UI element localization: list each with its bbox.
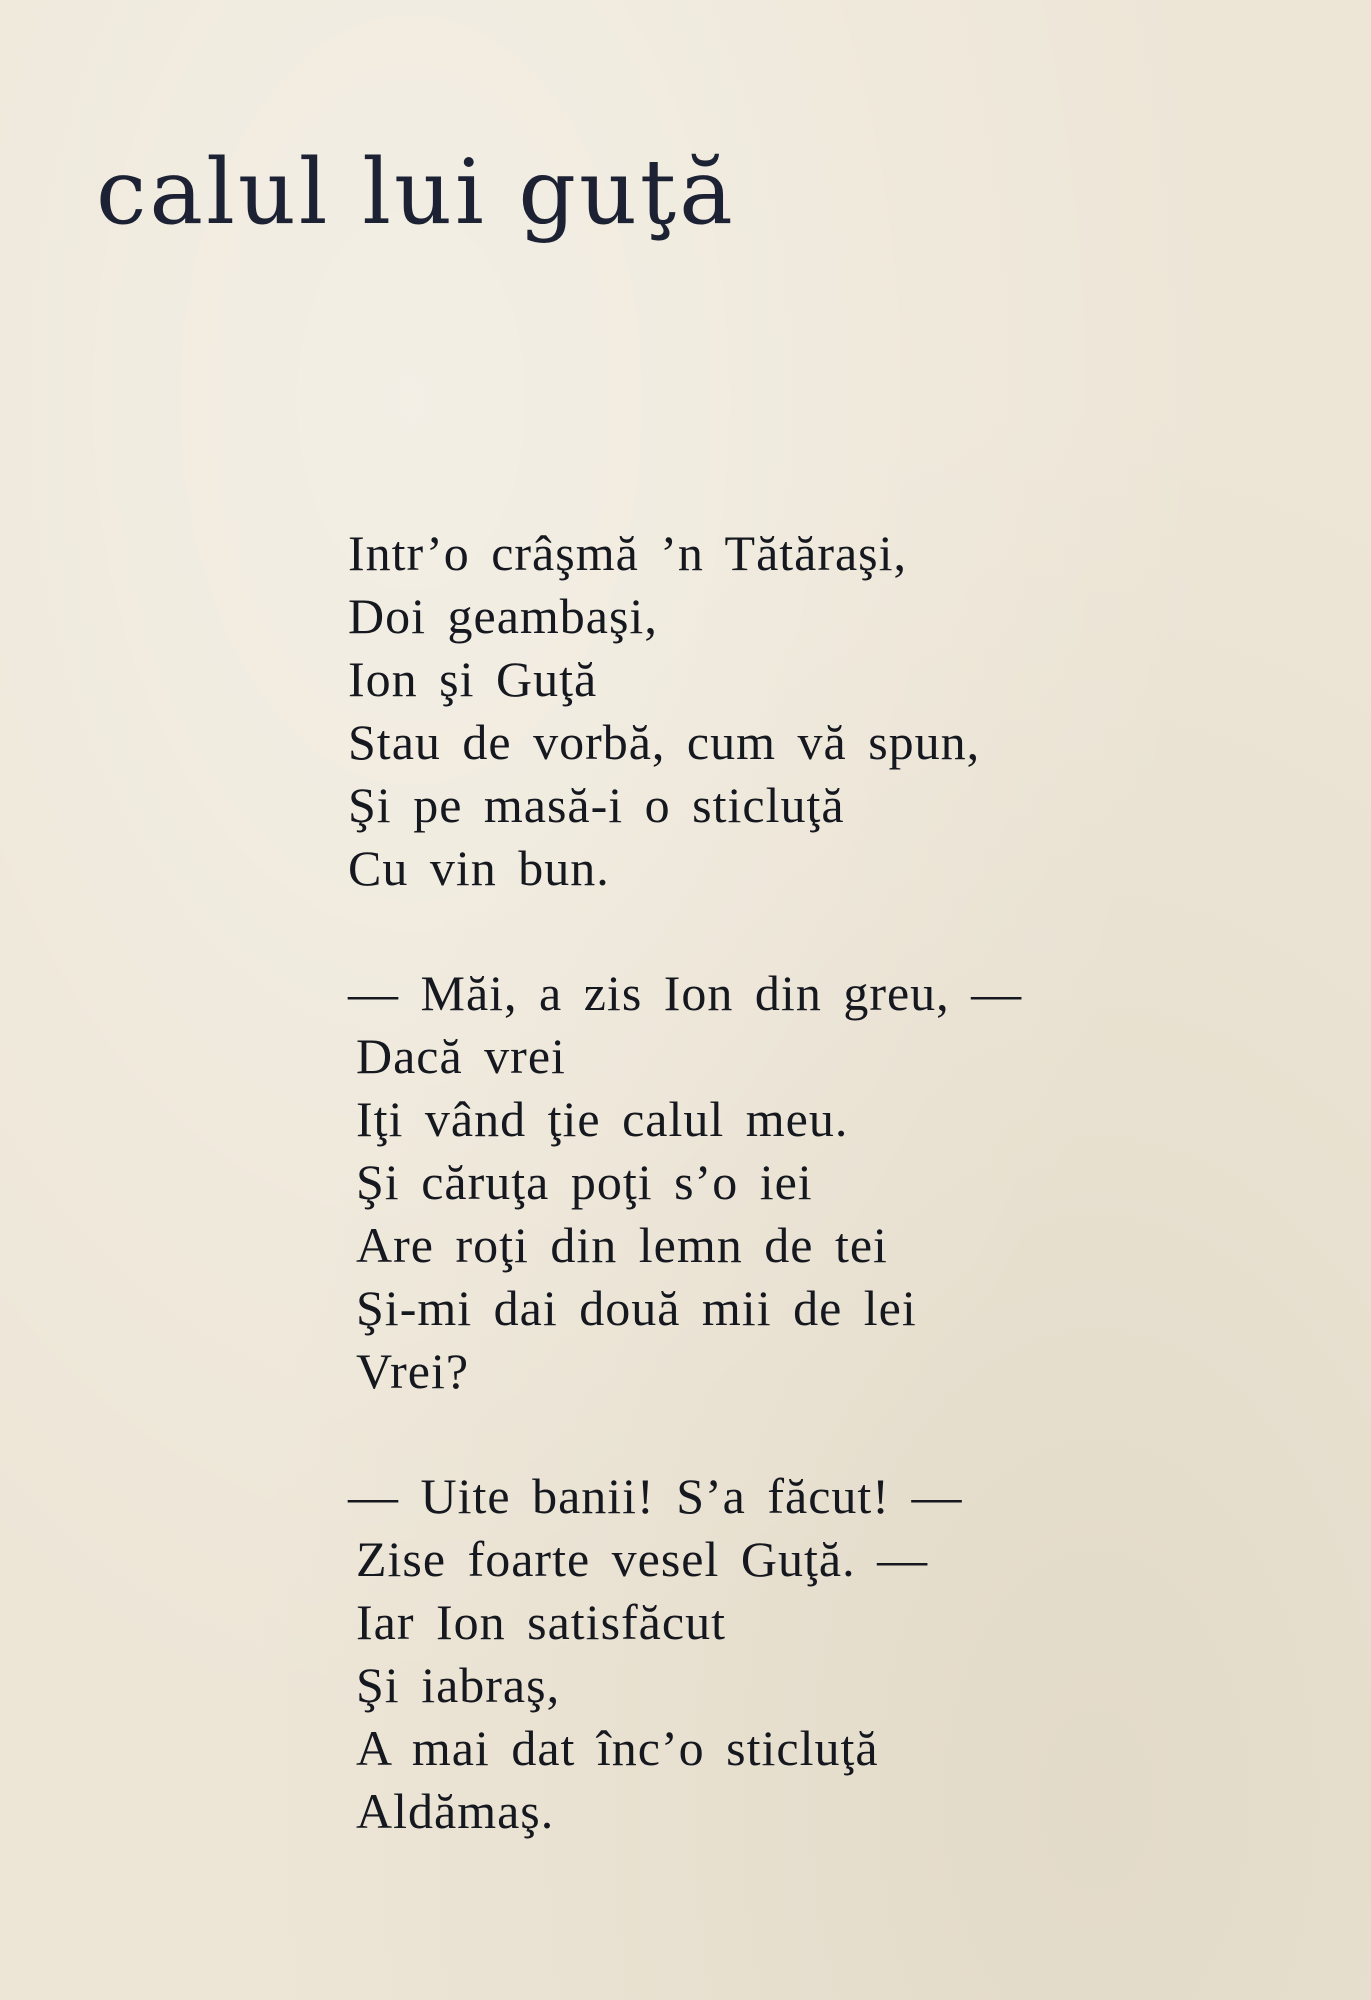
poem-line: — Măi, a zis Ion din greu, — bbox=[348, 965, 1023, 1021]
poem-title: calul lui guţă bbox=[96, 140, 736, 245]
poem-line: Cu vin bun. bbox=[348, 840, 610, 896]
poem-line: A mai dat înc’o sticluţă bbox=[356, 1720, 879, 1776]
poem-line: Stau de vorbă, cum vă spun, bbox=[348, 714, 981, 770]
poem-line: — Uite banii! S’a făcut! — bbox=[348, 1468, 963, 1524]
stanza-1 bbox=[348, 522, 1248, 900]
poem-line: Iţi vând ţie calul meu. bbox=[356, 1091, 849, 1147]
poem-line: Vrei? bbox=[356, 1343, 470, 1399]
poem-line: Intr’o crâşmă ’n Tătăraşi, bbox=[348, 525, 908, 581]
poem-line: Ion şi Guţă bbox=[348, 651, 598, 707]
poem-line: Doi geambaşi, bbox=[348, 588, 658, 644]
stanza-2 bbox=[348, 962, 1248, 1403]
poem-line: Zise foarte vesel Guţă. — bbox=[356, 1531, 929, 1587]
poem-line: Iar Ion satisfăcut bbox=[356, 1594, 726, 1650]
poem-line: Şi căruţa poţi s’o iei bbox=[356, 1154, 813, 1210]
poem-line: Şi-mi dai două mii de lei bbox=[356, 1280, 917, 1336]
poem-line: Aldămaş. bbox=[356, 1783, 555, 1839]
poem-line: Dacă vrei bbox=[356, 1028, 566, 1084]
poem-line: Are roţi din lemn de tei bbox=[356, 1217, 888, 1273]
stanza-3 bbox=[348, 1465, 1248, 1843]
poem-body bbox=[348, 522, 1248, 1905]
poem-line: Şi pe masă-i o sticluţă bbox=[348, 777, 845, 833]
poem-line: Şi iabraş, bbox=[356, 1657, 561, 1713]
